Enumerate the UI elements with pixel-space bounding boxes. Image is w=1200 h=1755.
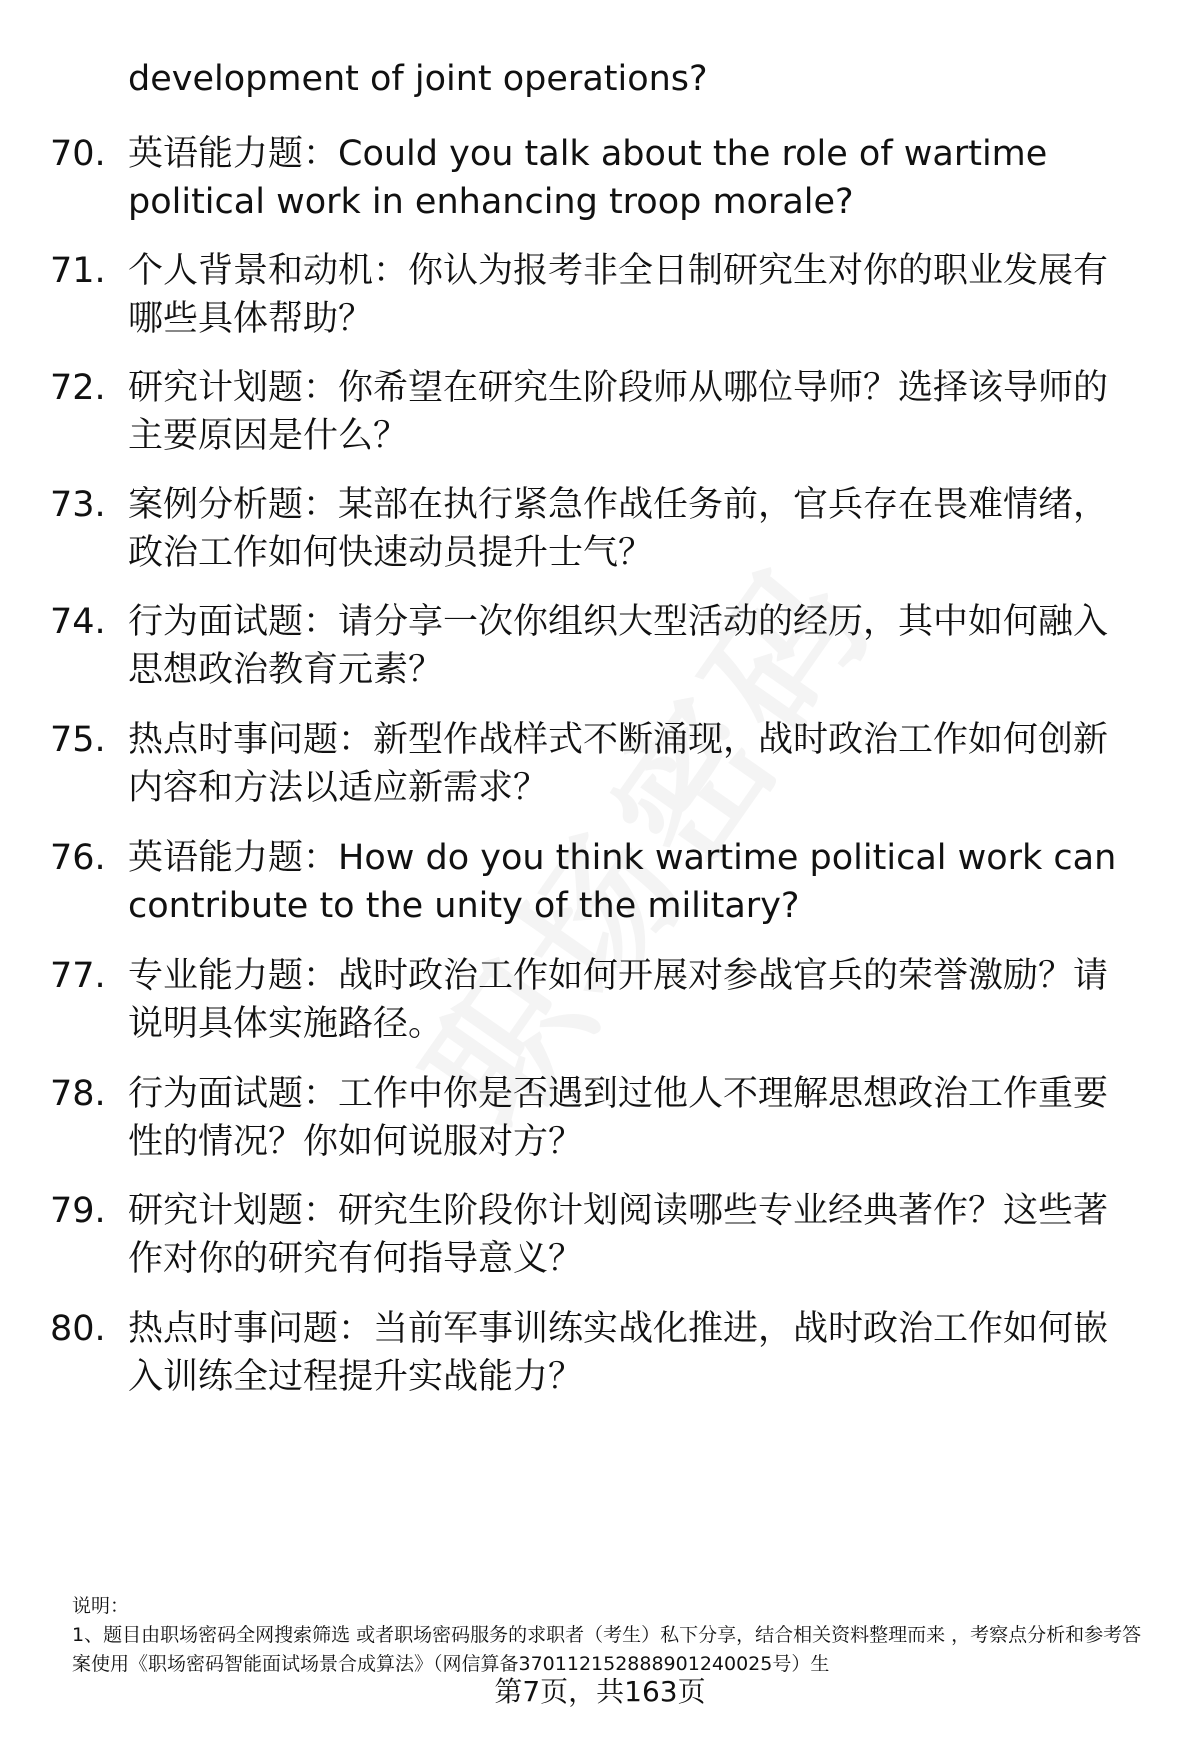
question-item — [50, 716, 1150, 812]
question-item — [50, 834, 1150, 930]
question-number: 72. — [50, 368, 106, 408]
continuation-text: development of joint operations? — [128, 59, 708, 99]
question-text: 专业能力题：战时政治工作如何开展对参战官兵的荣誉激励？请说明具体实施路径。 — [128, 956, 1109, 1044]
question-text: 热点时事问题：当前军事训练实战化推进，战时政治工作如何嵌入训练全过程提升实战能力？ — [128, 1309, 1109, 1397]
question-number: 79. — [50, 1191, 106, 1231]
question-number: 74. — [50, 602, 106, 642]
question-text: 英语能力题：How do you think wartime political work can contribute to the unity of the military? — [128, 838, 1117, 926]
question-text: 研究计划题：你希望在研究生阶段师从哪位导师？选择该导师的主要原因是什么？ — [128, 368, 1109, 456]
question-number: 78. — [50, 1074, 106, 1114]
page-footer: 第7页，共163页 — [494, 1675, 706, 1708]
question-text: 热点时事问题：新型作战样式不断涌现，战时政治工作如何创新内容和方法以适应新需求？ — [128, 720, 1109, 808]
question-text: 个人背景和动机：你认为报考非全日制研究生对你的职业发展有哪些具体帮助？ — [128, 251, 1109, 339]
question-item — [50, 247, 1150, 343]
question-number: 76. — [50, 838, 106, 878]
question-number: 75. — [50, 720, 106, 760]
question-item — [50, 1305, 1150, 1401]
question-item — [50, 481, 1150, 577]
question-text: 行为面试题：工作中你是否遇到过他人不理解思想政治工作重要性的情况？你如何说服对方？ — [128, 1074, 1109, 1162]
question-item — [50, 952, 1150, 1048]
question-item — [50, 130, 1150, 226]
question-number: 71. — [50, 251, 106, 291]
question-item — [50, 598, 1150, 694]
question-number: 80. — [50, 1309, 106, 1349]
question-item — [50, 1187, 1150, 1283]
question-text: 英语能力题：Could you talk about the role of wartime political work in enhancing troop morale? — [128, 134, 1048, 222]
question-item — [50, 1070, 1150, 1166]
question-text: 案例分析题：某部在执行紧急作战任务前，官兵存在畏难情绪，政治工作如何快速动员提升士气？ — [128, 485, 1109, 573]
notes-line: 1、题目由职场密码全网搜索筛选 或者职场密码服务的求职者（考生）私下分享，结合相关资料整理而来 ，考察点分析和参考答案使用《职场密码智能面试场景合成算法》（网信算备370112152888901240025号）生 — [72, 1624, 1142, 1675]
notes-title: 说明： — [72, 1595, 130, 1617]
question-number: 70. — [50, 134, 106, 174]
question-text: 行为面试题：请分享一次你组织大型活动的经历，其中如何融入思想政治教育元素？ — [128, 602, 1109, 690]
notes-section — [72, 1592, 1152, 1679]
question-number: 73. — [50, 485, 106, 525]
question-number: 77. — [50, 956, 106, 996]
question-text: 研究计划题：研究生阶段你计划阅读哪些专业经典著作？这些著作对你的研究有何指导意义？ — [128, 1191, 1109, 1279]
question-item — [50, 364, 1150, 460]
